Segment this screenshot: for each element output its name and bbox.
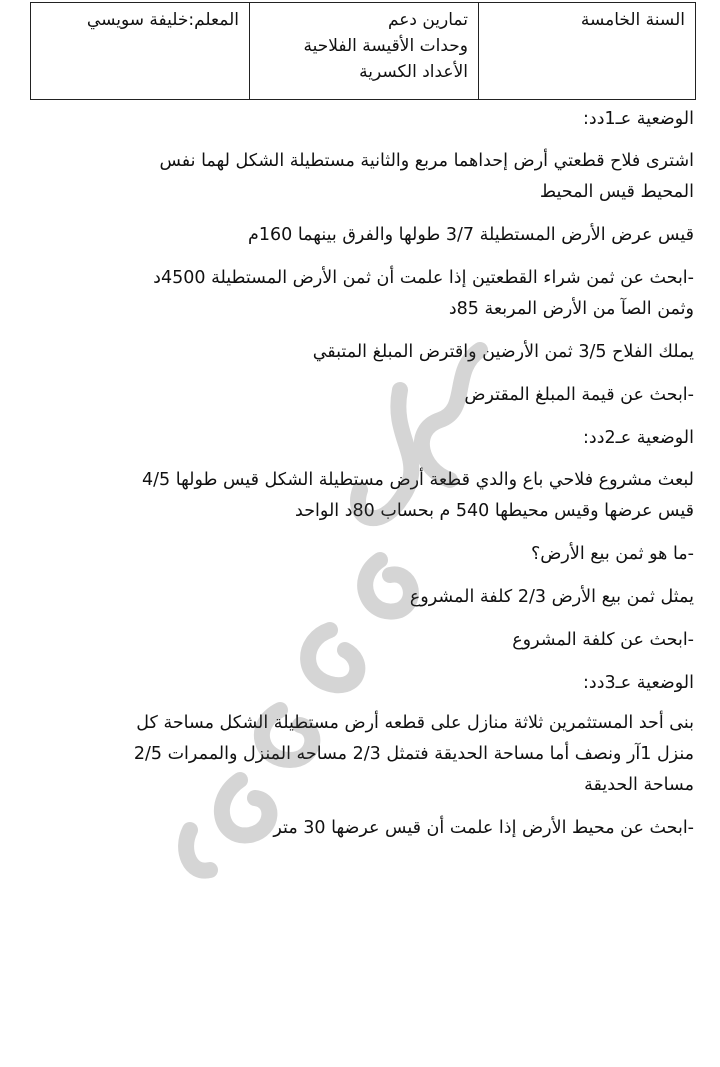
situation-1 — [40, 104, 694, 411]
text-line: قيس عرض الأرض المستطيلة 3/7 طولها والفرق بينهما 160م — [248, 225, 694, 245]
teacher-label: المعلم:خليفة سويسي — [86, 10, 239, 30]
topic-line-3: الأعداد الكسرية — [359, 62, 468, 82]
paragraph — [40, 380, 694, 411]
text-line: منزل 1آر ونصف أما مساحة الحديقة فتمثل 2/3 مساحه المنزل والممرات 2/5 — [133, 744, 694, 764]
teacher-cell — [31, 3, 250, 100]
paragraph — [40, 813, 694, 844]
text-line: -ما هو ثمن بيع الأرض؟ — [530, 544, 694, 564]
paragraph — [40, 337, 694, 368]
paragraph — [40, 539, 694, 570]
text-line: اشترى فلاح قطعتي أرض إحداهما مربع والثانية مستطيلة الشكل لهما نفس — [159, 151, 694, 171]
exercises-body — [40, 104, 694, 844]
level-label: السنة الخامسة — [580, 10, 685, 30]
header-table — [30, 2, 696, 100]
text-line: بنى أحد المستثمرين ثلاثة منازل على قطعه أرض مستطيلة الشكل مساحة كل — [136, 713, 694, 733]
paragraph — [40, 708, 694, 801]
topic-line-1: تمارين دعم — [387, 10, 468, 30]
level-cell — [479, 3, 696, 100]
paragraph — [40, 582, 694, 613]
situation-heading: الوضعية عـ1دد: — [583, 109, 694, 129]
situation-heading: الوضعية عـ2دد: — [583, 428, 694, 448]
text-line: مساحة الحديقة — [584, 775, 694, 795]
topic-cell — [250, 3, 479, 100]
situation-2 — [40, 423, 694, 656]
paragraph — [40, 263, 694, 325]
paragraph — [40, 220, 694, 251]
text-line: -ابحث عن قيمة المبلغ المقترض — [464, 385, 694, 405]
topic-line-2: وحدات الأقيسة الفلاحية — [303, 36, 468, 56]
text-line: -ابحث عن ثمن شراء القطعتين إذا علمت أن ثمن الأرض المستطيلة 4500د — [153, 268, 694, 288]
situation-3 — [40, 668, 694, 844]
text-line: وثمن الصآ من الأرض المربعة 85د — [448, 299, 694, 319]
paragraph — [40, 465, 694, 527]
text-line: المحيط قيس المحيط — [539, 182, 694, 202]
text-line: -ابحث عن كلفة المشروع — [512, 630, 694, 650]
paragraph — [40, 625, 694, 656]
text-line: لبعث مشروع فلاحي باع والدي قطعة أرض مستطيلة الشكل قيس طولها 4/5 — [142, 470, 694, 490]
text-line: قيس عرضها وقيس محيطها 540 م بحساب 80د الواحد — [295, 501, 694, 521]
text-line: يملك الفلاح 3/5 ثمن الأرضين واقترض المبلغ المتبقي — [312, 342, 694, 362]
situation-heading: الوضعية عـ3دد: — [583, 673, 694, 693]
text-line: -ابحث عن محيط الأرض إذا علمت أن قيس عرضها 30 متر — [273, 818, 694, 838]
paragraph — [40, 146, 694, 208]
text-line: يمثل ثمن بيع الأرض 2/3 كلفة المشروع — [409, 587, 694, 607]
